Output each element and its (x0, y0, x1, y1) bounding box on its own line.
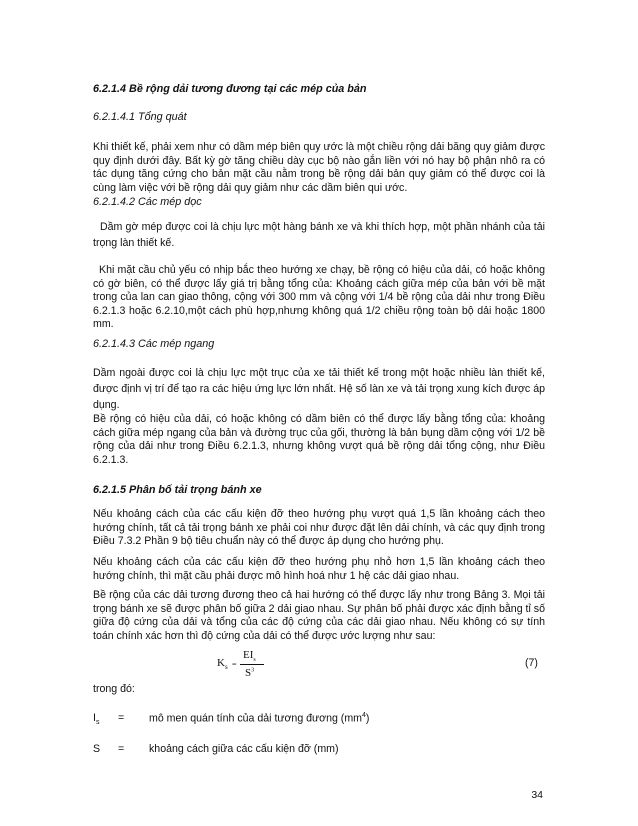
paragraph-effective-width-longitudinal: Khi mặt cầu chủ yếu có nhịp bắc theo hướng xe chạy, bề rộng có hiệu của dải, có hoặc không có gờ biên, có thể được lấy giá trị bằng tổng của: Khoảng cách giữa mép của bản với bề mặt trong của lan can giao thông, cộng với 300 mm và cộng với 1/4 bề rộng của dải như trong Điều 6.2.1.3 hoặc 6.2.10,một cách phù hợp,nhưng không quá 1/2 chiều rộng toàn bộ dải hoặc 1800 mm. (93, 264, 545, 331)
where-label: trong đó: (93, 683, 135, 695)
def-equals-is: = (118, 712, 125, 724)
paragraph-wheel-load-1: Nếu khoảng cách của các cấu kiện đỡ theo hướng phụ vượt quá 1,5 lần khoảng cách theo hướng chính, tất cả tải trọng bánh xe phải coi như được đặt lên dải chính, và các quy định trong Điều 7.3.2 Phần 9 bộ tiêu chuẩn này có thể được áp dụng cho hướng phụ. (93, 508, 545, 548)
equation-denominator: $S^3$ (245, 667, 255, 679)
section-heading: 6.2.1.4 Bề rộng dải tương đương tại các mép của bản (93, 83, 367, 95)
paragraph-wheel-load-2: Nếu khoảng cách của các cấu kiện đỡ theo hướng phụ nhỏ hơn 1,5 lần khoảng cách theo hướng chính, thì mặt cầu phải được mô hình hoá như 1 hệ các dải giao nhau. (93, 556, 545, 582)
page-number: 34 (531, 789, 543, 801)
fraction-bar (240, 664, 264, 665)
paragraph-wheel-load-3: Bề rộng của các dải tương đương theo cả hai hướng có thể được lấy như trong Bảng 3. Mọi tải trọng bánh xe sẽ được phân bố giữa 2 dải giao nhau. Sự phân bố phải được xác định bằng tỉ số giữa độ cứng của dải và tổng của các độ cứng của các dải giao nhau. Nếu không có sự tính toán chính xác hơn thì độ cứng của dải có thể được ước lượng như sau: (93, 589, 545, 642)
subsection-heading-longitudinal-edges: 6.2.1.4.2 Các mép dọc (93, 196, 202, 208)
def-symbol-is: $I_s$ (93, 712, 100, 727)
equation-equals: = (232, 660, 237, 669)
paragraph-general: Khi thiết kế, phải xem như có dầm mép biên quy ước là một chiều rộng dải băng quy giảm được quy định dưới đây. Bất kỳ gờ tăng chiều dày cục bộ nào gắn liền với nó hay bộ phận nhô ra có tác dụng tăng cứng cho bản mặt cầu nằm trong bề rộng dải bản quy giảm có thể được coi là cùng làm việc với bề rộng dải quy giảm như các dầm biên qui ước. (93, 141, 545, 194)
section2-heading: 6.2.1.5 Phân bố tải trọng bánh xe (93, 484, 262, 496)
subsection-heading-general: 6.2.1.4.1 Tổng quát (93, 111, 187, 123)
paragraph-outer-beam: Dầm ngoài được coi là chịu lực một trục của xe tải thiết kế trong một hoặc nhiều làn thiết kế, được định vị trí để tạo ra các hiệu ứng lực lớn nhất. Hệ số làn xe và tải trọng xung kích được áp dụng. (93, 367, 545, 411)
def-desc-s: khoảng cách giữa các cấu kiện đỡ (mm) (149, 743, 339, 755)
def-symbol-s: S (93, 743, 101, 755)
equation-number: (7) (525, 657, 538, 669)
def-desc-is: mô men quán tính của dải tương đương $(mm^4)$ (149, 712, 370, 725)
def-equals-s: = (118, 743, 125, 755)
subsection-heading-transverse-edges: 6.2.1.4.3 Các mép ngang (93, 338, 215, 350)
paragraph-effective-width-transverse: Bề rộng có hiệu của dải, có hoặc không có dầm biên có thể được lấy bằng tổng của: khoảng cách giữa mép ngang của bản và đường trục của gối, thường là bản bụng dầm cộng với 1/2 bề rộng của dải như trong Điều 6.2.1.3, nhưng không vượt quá bề rộng dải tổng cộng, như Điều 6.2.1.3. (93, 413, 545, 466)
equation-lhs: $K_s$ (217, 657, 228, 672)
paragraph-edge-beam: Dầm gờ mép được coi là chịu lực một hàng bánh xe và khi thích hợp, một phần nhánh của tải trọng làn thiết kế. (93, 221, 545, 249)
equation-numerator: $EI_s$ (243, 649, 256, 664)
